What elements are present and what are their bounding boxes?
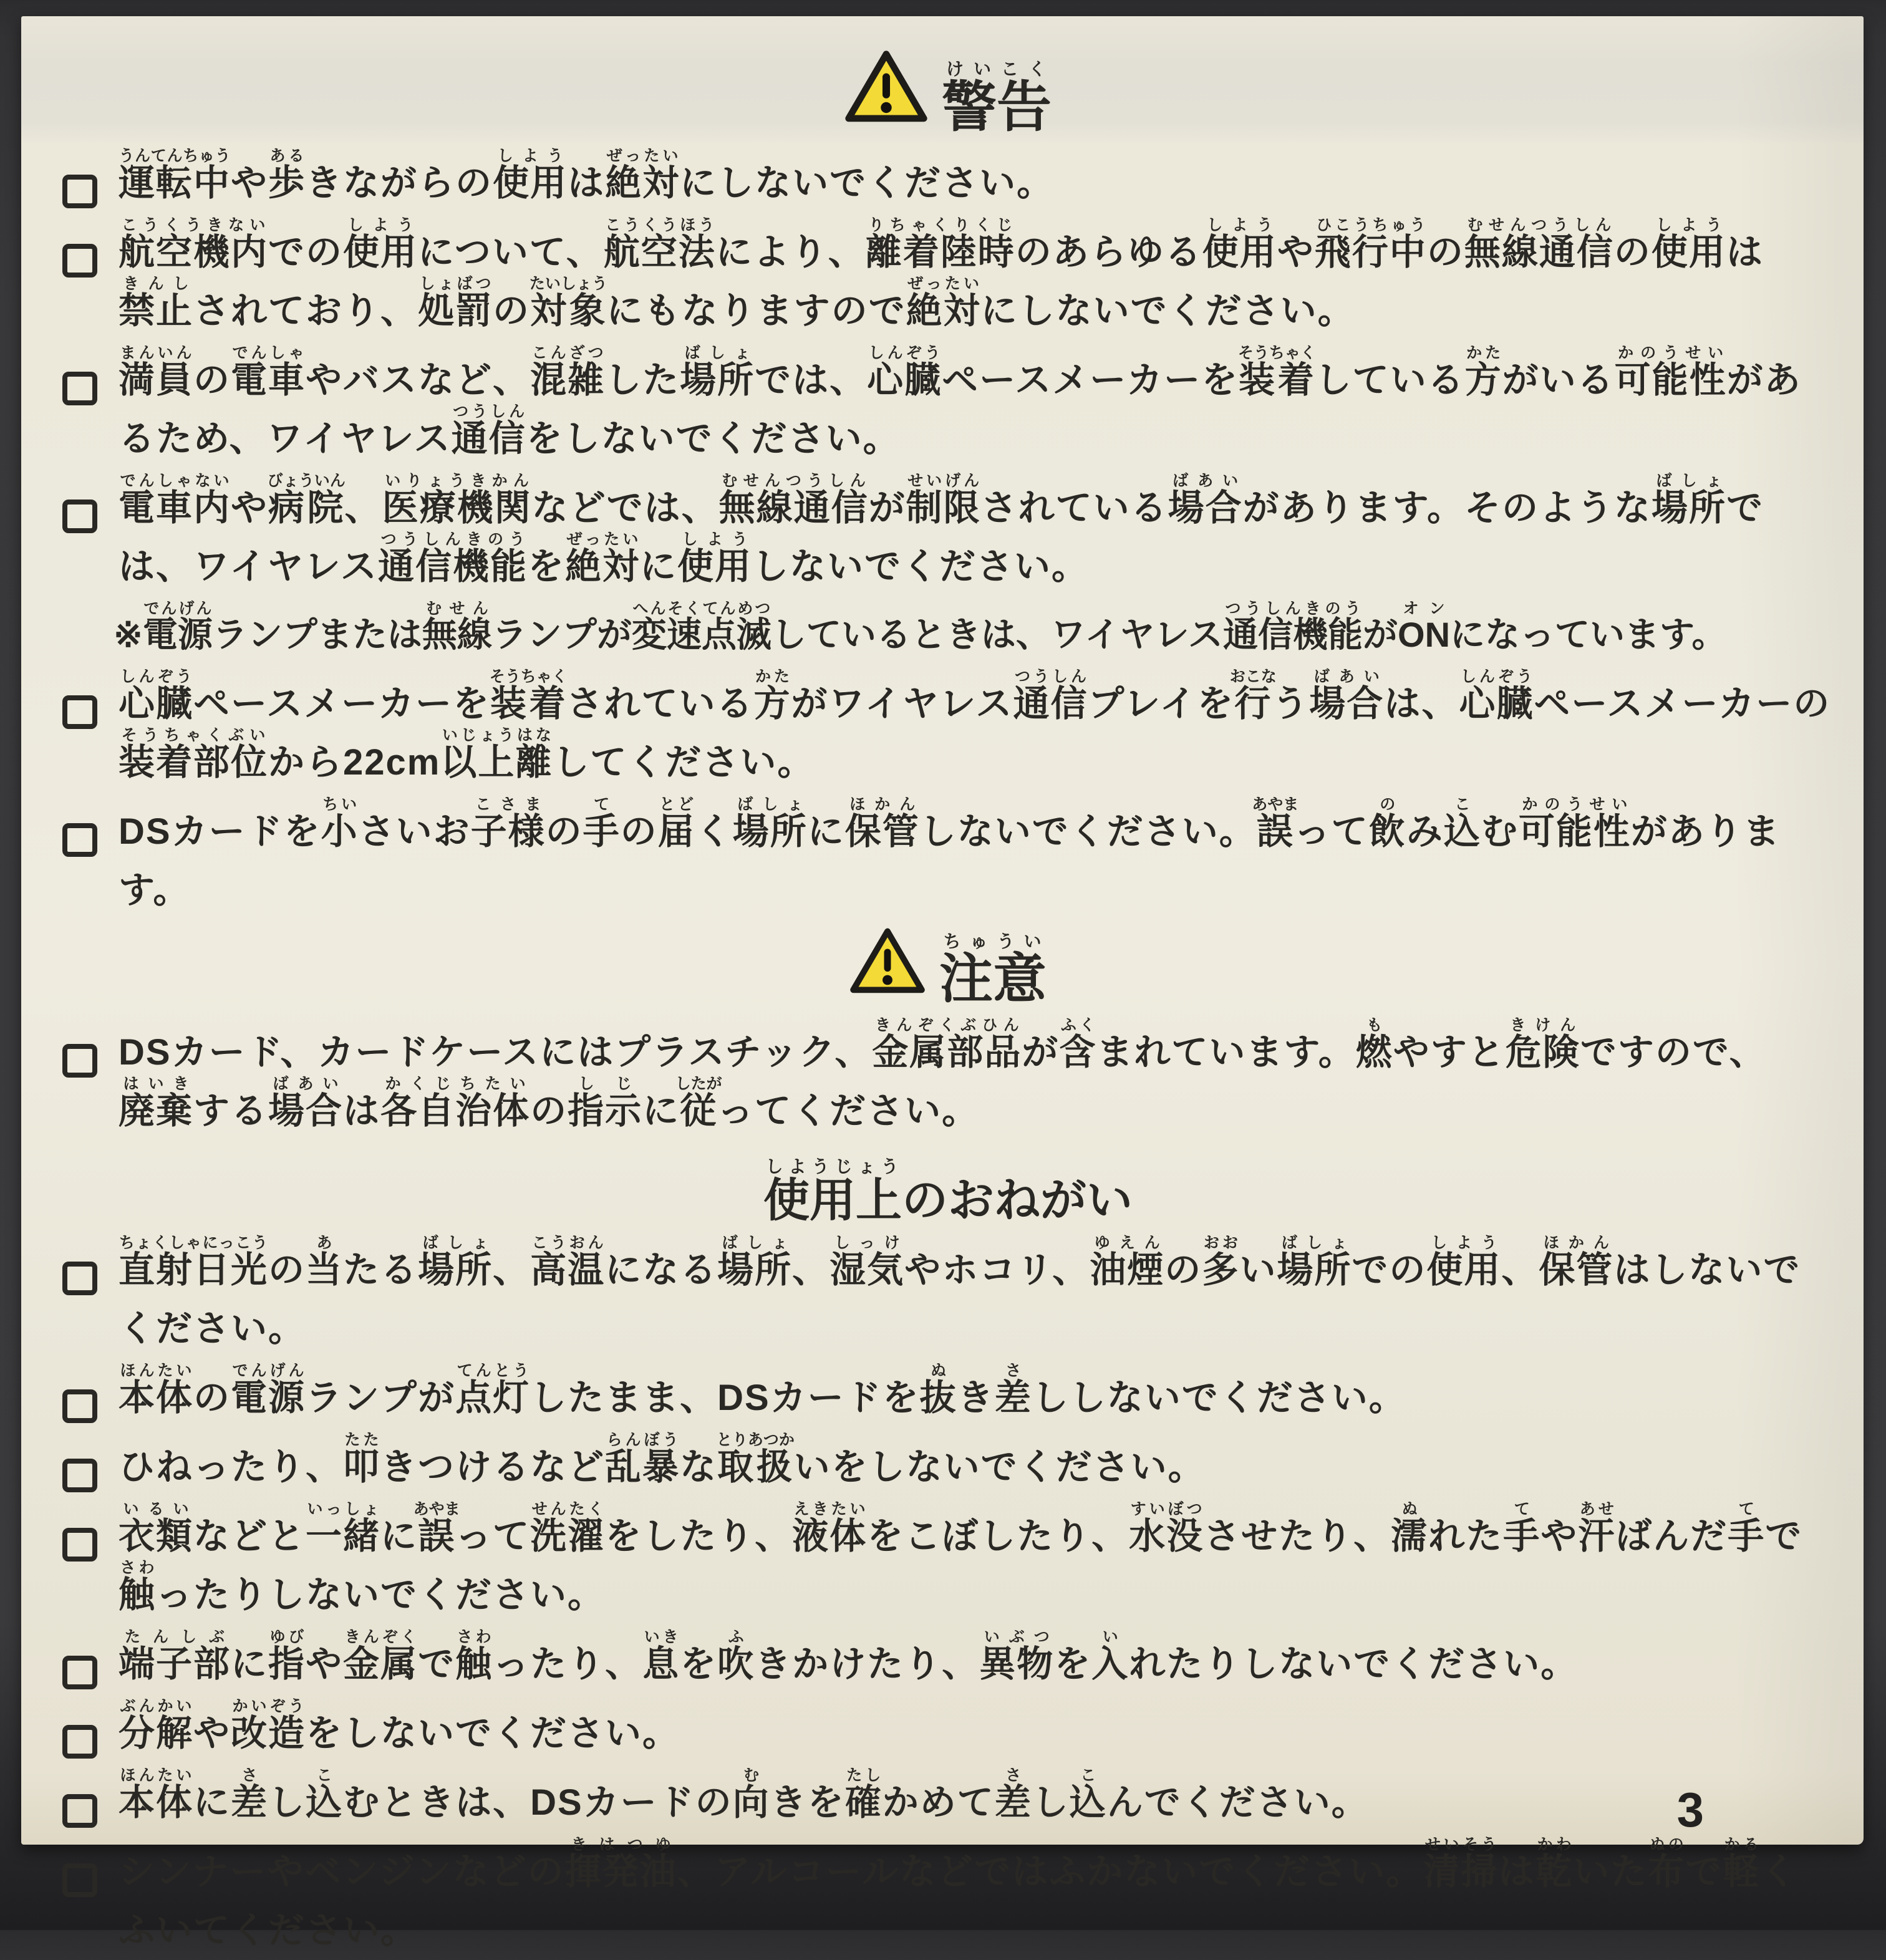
checkbox-marker-icon: [62, 823, 97, 857]
list-item: [61, 1628, 1835, 1694]
item-text: 運転中うんてんちゅうや歩あるきながらの使用しようは絶対ぜったいにしないでください。: [118, 147, 1055, 204]
caution-section-title: 注意ちゅうい: [939, 932, 1047, 1010]
list-item: [61, 1016, 1835, 1141]
manual-page: [21, 16, 1864, 1951]
item-text: 本体ほんたいの電源でんげんランプが点灯てんとうしたまま、DSカードを抜ぬき差さししないでください。: [118, 1362, 1406, 1419]
item-text: 端子部たんしぶに指ゆびや金属きんぞくで触さわったり、息いきを吹ふきかけたり、異物いぶつを入いれたりしないでください。: [118, 1628, 1579, 1685]
checkbox-marker-icon: [62, 1863, 97, 1897]
checkbox-marker-icon: [62, 500, 97, 533]
list-item: [61, 216, 1835, 340]
checkbox-marker-icon: [62, 1656, 97, 1689]
checkbox-marker-icon: [62, 175, 97, 208]
list-item: [61, 1767, 1835, 1832]
list-item: [61, 147, 1835, 213]
list-item: [61, 344, 1835, 468]
caution-triangle-icon: [849, 927, 926, 1005]
warning-triangle-icon: [844, 50, 928, 133]
page-content: [61, 52, 1835, 1951]
checkbox-marker-icon: [62, 1528, 97, 1562]
list-item: [61, 1500, 1835, 1624]
checkbox-marker-icon: [62, 1044, 97, 1078]
warning-section-title: 警告けいこく: [941, 59, 1052, 138]
warning-section-header: [61, 52, 1835, 136]
warning-items: [61, 147, 1835, 920]
usage-section-header: [61, 1157, 1835, 1225]
item-text: シンナーやベンジンなどの揮発油きはつゆ、アルコールなどではふかないでください。清掃せいそうは乾かわいた布ぬので軽かるくふいてください。: [118, 1836, 1798, 1951]
checkbox-marker-icon: [62, 1389, 97, 1423]
item-text: DSカードを小ちいさいお子様こさまの手ての届とどく場所ばしょに保管ほかんしないでください。誤あやまって飲のみ込こむ可能性かのうせいがあります。: [118, 796, 1781, 911]
item-text: DSカード、カードケースにはプラスチック、金属部品きんぞくぶひんが含ふくまれています。燃もやすと危険きけんですので、廃棄はいきする場合ばあいは各自治体かくじちたいの指示しじに従したがってください。: [118, 1016, 1767, 1131]
caution-items: [61, 1016, 1835, 1141]
caution-section-header: [61, 930, 1835, 1010]
list-item: [61, 1362, 1835, 1427]
list-item: [61, 1234, 1835, 1358]
list-item: [61, 668, 1835, 792]
item-text: 直射日光ちょくしゃにっこうの当あたる場所ばしょ、高温こうおんになる場所ばしょ、湿気しっけやホコリ、油煙ゆえんの多おおい場所ばしょでの使用しよう、保管ほかんはしないでください。: [118, 1234, 1801, 1349]
list-item: [61, 472, 1835, 596]
item-text: 心臓しんぞうペースメーカーを装着そうちゃくされている方かたがワイヤレス通信つうしんプレイを行おこなう場合ばあいは、心臓しんぞうペースメーカーの装着部位そうちゃくぶいから22cm以上離いじょうはなしてください。: [118, 668, 1831, 783]
checkbox-marker-icon: [62, 244, 97, 278]
checkbox-marker-icon: [62, 1794, 97, 1828]
item-text: ひねったり、叩たたきつけるなど乱暴らんぼうな取扱とりあつかいをしないでください。: [118, 1431, 1206, 1488]
list-item: [61, 796, 1835, 920]
item-text: 航空機内こうくうきないでの使用しようについて、航空法こうくうほうにより、離着陸時りちゃくりくじのあらゆる使用しようや飛行中ひこうちゅうの無線通信むせんつうしんの使用しようは禁止きんしされており、処罰しょばつの対象たいしょうにもなりますので絶対ぜったいにしないでください。: [118, 216, 1764, 332]
item-text: 本体ほんたいに差さし込こむときは、DSカードの向むきを確たしかめて差さし込こんでください。: [118, 1767, 1369, 1823]
checkbox-marker-icon: [62, 695, 97, 729]
checkbox-marker-icon: [62, 1459, 97, 1492]
page-number: 3: [1676, 1782, 1704, 1837]
item-text: 電車内でんしゃないや病院びょういん、医療機関いりょうきかんなどでは、無線通信むせんつうしんが制限せいげんされている場合ばあいがあります。そのような場所ばしょでは、ワイヤレス通信機能つうしんきのうを絶対ぜったいに使用しようしないでください。: [118, 472, 1764, 587]
item-note: ※電源でんげんランプまたは無線むせんランプが変速点滅へんそくてんめつしているときは、ワイヤレス通信機能つうしんきのうがONオンになっています。: [114, 600, 1727, 655]
item-text: 分解ぶんかいや改造かいぞうをしないでください。: [118, 1697, 680, 1754]
list-item: [61, 1697, 1835, 1763]
usage-items: [61, 1234, 1835, 1960]
item-text: 満員まんいんの電車でんしゃやバスなど、混雑こんざつした場所ばしょでは、心臓しんぞうペースメーカーを装着そうちゃくしている方かたがいる可能性かのうせいがあるため、ワイヤレス通信つうしんをしないでください。: [118, 344, 1802, 460]
item-text: 衣類いるいなどと一緒いっしょに誤あやまって洗濯せんたくをしたり、液体えきたいをこぼしたり、水没すいぼつさせたり、濡ぬれた手てや汗あせばんだ手てで触さわったりしないでください。: [118, 1500, 1803, 1616]
checkbox-marker-icon: [62, 372, 97, 405]
list-item: [61, 1431, 1835, 1497]
checkbox-marker-icon: [62, 1262, 97, 1295]
list-item: [61, 1836, 1835, 1960]
checkbox-marker-icon: [62, 1725, 97, 1759]
usage-section-title: 使用上しようじょうのおねがい: [763, 1156, 1133, 1226]
